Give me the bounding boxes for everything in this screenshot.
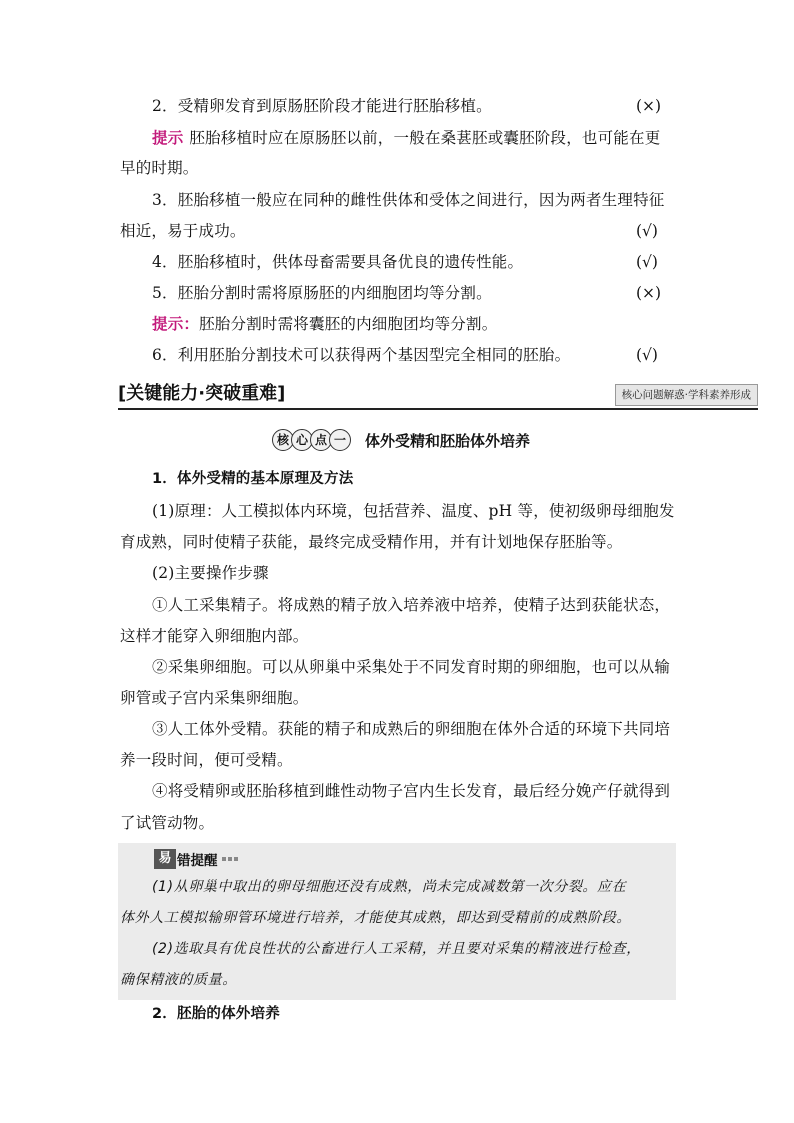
hint-text: 胚胎移植时应在原肠胚以前，一般在桑葚胚或囊胚阶段，也可能在更	[189, 129, 661, 147]
error-reminder-first-char: 易	[154, 849, 176, 869]
error-reminder-heading	[154, 848, 238, 870]
step-3-line-1: ③人工体外受精。获能的精子和成熟后的卵细胞在体外合适的环境下共同培	[152, 720, 671, 738]
keypoint-badge-char: 点	[310, 429, 332, 451]
question-6-mark: (√)	[636, 346, 658, 364]
question-2: 2．受精卵发育到原肠胚阶段才能进行胚胎移植。	[152, 97, 492, 115]
content-heading-2: 2．胚胎的体外培养	[152, 1006, 280, 1022]
keypoint-title: 体外受精和胚胎体外培养	[365, 431, 531, 450]
question-5-mark: (×)	[636, 284, 662, 302]
principle-line-1: (1)原理：人工模拟体内环境，包括营养、温度、pH 等，使初级卵母细胞发	[152, 502, 675, 520]
hint-label: 提示：	[152, 314, 200, 333]
question-6: 6．利用胚胎分割技术可以获得两个基因型完全相同的胚胎。	[152, 346, 571, 364]
hint-label: 提示	[152, 128, 184, 147]
error-reminder-box	[118, 843, 676, 1000]
question-2-hint-cont: 早的时期。	[120, 159, 199, 177]
step-1-line-1: ①人工采集精子。将成熟的精子放入培养液中培养，使精子达到获能状态，	[152, 596, 671, 614]
decorative-dots-icon	[222, 857, 238, 861]
question-3: 3．胚胎移植一般应在同种的雌性供体和受体之间进行，因为两者生理特征	[152, 191, 665, 209]
question-4: 4．胚胎移植时，供体母畜需要具备优良的遗传性能。	[152, 253, 524, 271]
step-4-line-2: 了试管动物。	[120, 814, 215, 832]
content-heading-1: 1．体外受精的基本原理及方法	[152, 471, 354, 487]
question-5: 5．胚胎分割时需将原肠胚的内细胞团均等分割。	[152, 284, 492, 302]
section-title: [关键能力·突破重难]	[118, 382, 291, 406]
question-2-hint	[152, 128, 660, 148]
question-3-mark: (√)	[636, 222, 658, 240]
step-2-line-1: ②采集卵细胞。可以从卵巢中采集处于不同发育时期的卵细胞，也可以从输	[152, 658, 671, 676]
question-5-hint	[152, 314, 497, 334]
step-2-line-2: 卵管或子宫内采集卵细胞。	[120, 689, 309, 707]
keypoint-badge-char: 一	[329, 429, 351, 451]
error-1-line-2: 体外人工模拟输卵管环境进行培养，才能使其成熟，即达到受精前的成熟阶段。	[120, 910, 631, 926]
error-2-line-1: (2)选取具有优良性状的公畜进行人工采精，并且要对采集的精液进行检查，	[152, 941, 641, 957]
step-3-line-2: 养一段时间，便可受精。	[120, 751, 293, 769]
keypoint-heading	[272, 426, 530, 454]
error-reminder-label: 错提醒	[177, 853, 218, 869]
section-header	[118, 382, 758, 410]
question-2-mark: (×)	[636, 97, 662, 115]
error-1-line-1: (1)从卵巢中取出的卵母细胞还没有成熟，尚未完成减数第一次分裂。应在	[152, 879, 627, 895]
principle-line-2: 育成熟，同时使精子获能，最终完成受精作用，并有计划地保存胚胎等。	[120, 533, 623, 551]
steps-heading: (2)主要操作步骤	[152, 564, 269, 582]
keypoint-badge-char: 核	[272, 429, 294, 451]
section-tag: 核心问题解惑·学科素养形成	[615, 384, 758, 406]
keypoint-badge	[272, 429, 351, 451]
keypoint-badge-char: 心	[291, 429, 313, 451]
step-1-line-2: 这样才能穿入卵细胞内部。	[120, 627, 309, 645]
question-3-cont: 相近，易于成功。	[120, 222, 246, 240]
hint-text: 胚胎分割时需将囊胚的内细胞团均等分割。	[199, 315, 498, 333]
step-4-line-1: ④将受精卵或胚胎移植到雌性动物子宫内生长发育，最后经分娩产仔就得到	[152, 782, 671, 800]
error-2-line-2: 确保精液的质量。	[120, 972, 237, 988]
question-4-mark: (√)	[636, 253, 658, 271]
